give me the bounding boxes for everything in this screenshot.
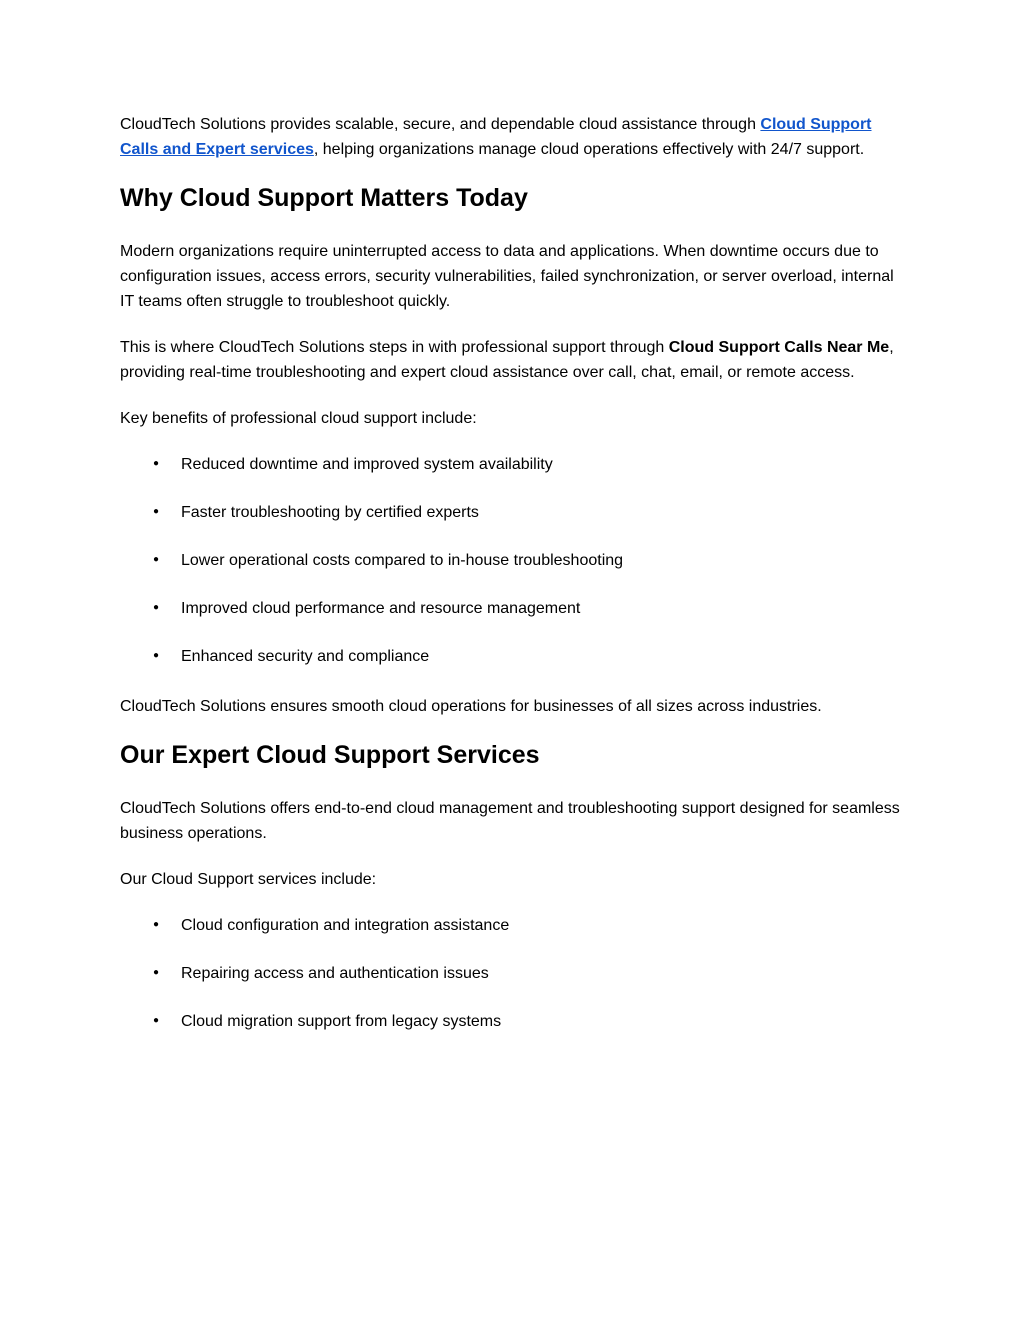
bullet-icon: ● (153, 602, 160, 613)
list-item-text: Cloud migration support from legacy systems (181, 1013, 502, 1030)
heading-why-cloud-support: Why Cloud Support Matters Today (120, 184, 528, 212)
intro-paragraph (120, 112, 904, 162)
cloud-support-link[interactable]: Cloud Support Calls and Expert services (120, 116, 872, 158)
list-item-text: Repairing access and authentication issues (181, 965, 489, 982)
steps-in-text-post: , providing real-time troubleshooting and expert cloud assistance over call, chat, email, or remote access. (120, 339, 894, 381)
paragraph-end-to-end: CloudTech Solutions offers end-to-end cloud management and troubleshooting support designed for seamless business operations. (120, 800, 900, 842)
list-item-text: Reduced downtime and improved system availability (181, 456, 553, 473)
services-list (120, 913, 904, 1034)
list-item-text: Enhanced security and compliance (181, 648, 430, 665)
benefits-list (120, 452, 904, 669)
intro-text-pre: CloudTech Solutions provides scalable, secure, and dependable cloud assistance through (120, 116, 761, 133)
list-item-text: Cloud configuration and integration assistance (181, 917, 510, 934)
list-item (120, 548, 904, 573)
paragraph-modern-organizations: Modern organizations require uninterrupted access to data and applications. When downtime occurs due to configuration issues, access errors, security vulnerabilities, failed synchronization, or server overload, internal IT teams often struggle to troubleshoot quickly. (120, 243, 894, 310)
cloud-support-calls-near-me-bold: Cloud Support Calls Near Me (668, 339, 890, 356)
bullet-icon: ● (153, 1015, 160, 1026)
bullet-icon: ● (153, 554, 160, 565)
list-item (120, 1009, 904, 1034)
paragraph-ensures-smooth: CloudTech Solutions ensures smooth cloud operations for businesses of all sizes across industries. (120, 698, 822, 715)
list-item (120, 913, 904, 938)
list-item (120, 500, 904, 525)
list-item (120, 596, 904, 621)
bullet-icon: ● (153, 967, 160, 978)
heading-expert-services: Our Expert Cloud Support Services (120, 741, 540, 769)
steps-in-text-pre: This is where CloudTech Solutions steps in with professional support through (120, 339, 669, 356)
list-item-text: Faster troubleshooting by certified experts (181, 504, 479, 521)
list-item (120, 452, 904, 477)
services-intro: Our Cloud Support services include: (120, 871, 377, 888)
intro-text-post: , helping organizations manage cloud operations effectively with 24/7 support. (313, 141, 865, 158)
paragraph-this-is-where (120, 335, 904, 385)
bullet-icon: ● (153, 458, 160, 469)
bullet-icon: ● (153, 650, 160, 661)
list-item-text: Improved cloud performance and resource management (181, 600, 581, 617)
list-item-text: Lower operational costs compared to in-house troubleshooting (181, 552, 624, 569)
benefits-intro: Key benefits of professional cloud support include: (120, 410, 477, 427)
bullet-icon: ● (153, 506, 160, 517)
list-item (120, 961, 904, 986)
bullet-icon: ● (153, 919, 160, 930)
list-item (120, 644, 904, 669)
